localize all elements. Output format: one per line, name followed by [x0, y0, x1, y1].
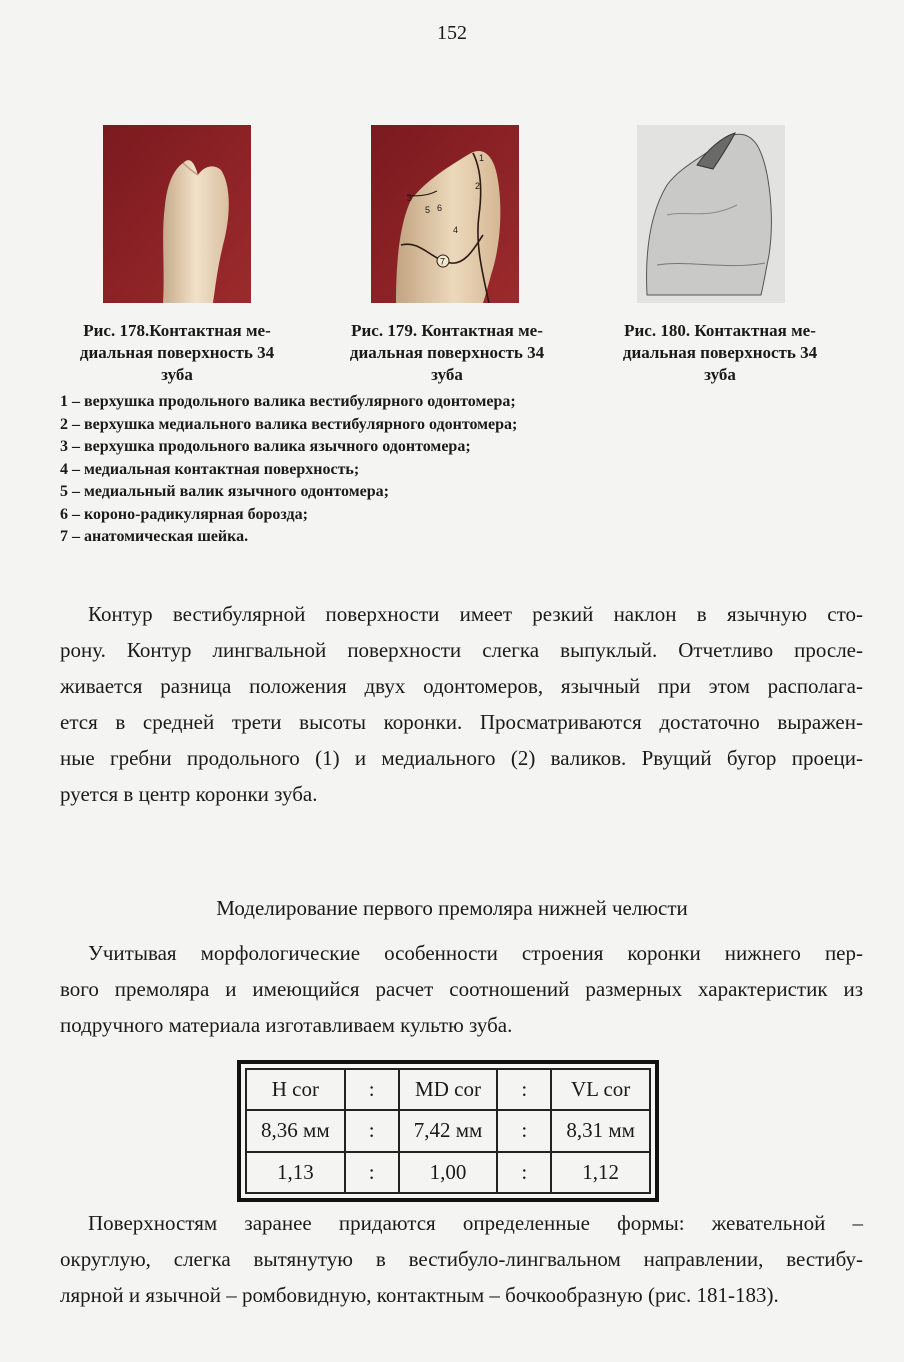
- text-line: лярной и язычной – ромбовидную, контактным – бочкообразную (рис. 181-183).: [60, 1283, 779, 1307]
- table-cell: 7,42 мм: [399, 1110, 498, 1151]
- legend-item: 7 – анатомическая шейка.: [60, 528, 249, 545]
- table-cell: 1,12: [551, 1152, 650, 1193]
- table-cell: 1,13: [246, 1152, 345, 1193]
- table-cell: :: [497, 1110, 551, 1151]
- marker-1: 1: [479, 153, 485, 163]
- table-cell: 8,31 мм: [551, 1110, 650, 1151]
- text-line: Контур вестибулярной поверхности имеет резкий наклон в язычную сто-: [88, 602, 863, 626]
- paragraph-modeling: [60, 935, 863, 1043]
- text-line: вого премоляра и имеющийся расчет соотношений размерных характеристик из: [60, 977, 863, 1001]
- table-cell: :: [497, 1069, 551, 1110]
- caption-line: Рис. 180. Контактная ме-: [624, 321, 816, 340]
- text-line: Учитывая морфологические особенности строения коронки нижнего пер-: [88, 941, 863, 965]
- table-row: [246, 1110, 650, 1151]
- caption-line: диальная поверхность 34: [349, 343, 545, 362]
- table-cell: 8,36 мм: [246, 1110, 345, 1151]
- text-line: руется в центр коронки зуба.: [60, 782, 318, 806]
- legend-item: 5 – медиальный валик язычного одонтомера;: [60, 483, 389, 500]
- marker-4: 4: [453, 225, 459, 235]
- figure-179-photo: [371, 125, 519, 303]
- caption-line: Рис. 179. Контактная ме-: [351, 321, 543, 340]
- table-row: [246, 1152, 650, 1193]
- table-row: [246, 1069, 650, 1110]
- caption-line: зуба: [704, 365, 736, 384]
- caption-line: Рис. 178.Контактная ме-: [83, 321, 271, 340]
- marker-5: 5: [425, 205, 431, 215]
- dimensions-table: [237, 1060, 659, 1202]
- legend-item: 1 – верхушка продольного валика вестибулярного одонтомера;: [60, 393, 516, 410]
- figure-179-caption: [318, 320, 576, 386]
- marker-3: 3: [407, 193, 413, 203]
- section-title: Моделирование первого премоляра нижней челюсти: [216, 896, 688, 920]
- legend-item: 3 – верхушка продольного валика язычного одонтомера;: [60, 438, 471, 455]
- figure-180-photo: [637, 125, 785, 303]
- figure-legend: [60, 391, 517, 549]
- table-cell: :: [345, 1110, 399, 1151]
- table-cell: MD cor: [399, 1069, 498, 1110]
- text-line: живается разница положения двух одонтомеров, язычный при этом располага-: [60, 674, 863, 698]
- text-line: ные гребни продольного (1) и медиального (2) валиков. Рвущий бугор проеци-: [60, 746, 863, 770]
- text-line: рону. Контур лингвальной поверхности слегка выпуклый. Отчетливо просле-: [60, 638, 863, 662]
- table-cell: :: [497, 1152, 551, 1193]
- paragraph-contour: [60, 596, 863, 812]
- caption-line: зуба: [431, 365, 463, 384]
- table-cell: :: [345, 1069, 399, 1110]
- text-line: округлую, слегка вытянутую в вестибуло-лингвальном направлении, вестибу-: [60, 1247, 863, 1271]
- legend-item: 6 – короно-радикулярная борозда;: [60, 505, 308, 523]
- text-line: ется в средней трети высоты коронки. Просматриваются достаточно выражен-: [60, 710, 863, 734]
- table-cell: 1,00: [399, 1152, 498, 1193]
- table-cell: H cor: [246, 1069, 345, 1110]
- marker-2: 2: [475, 181, 481, 191]
- page-number: 152: [437, 22, 467, 44]
- caption-line: зуба: [161, 365, 193, 384]
- caption-line: диальная поверхность 34: [622, 343, 818, 362]
- caption-line: диальная поверхность 34: [79, 343, 275, 362]
- marker-6: 6: [437, 203, 443, 213]
- legend-item: 4 – медиальная контактная поверхность;: [60, 460, 360, 478]
- table-cell: :: [345, 1152, 399, 1193]
- table-cell: VL cor: [551, 1069, 650, 1110]
- figure-178-photo: [103, 125, 251, 303]
- figure-180-caption: [592, 320, 848, 386]
- paragraph-surfaces: [60, 1205, 863, 1313]
- text-line: подручного материала изготавливаем культю зуба.: [60, 1013, 513, 1037]
- legend-item: 2 – верхушка медиального валика вестибулярного одонтомера;: [60, 415, 518, 433]
- figure-178-caption: [52, 320, 302, 386]
- text-line: Поверхностям заранее придаются определенные формы: жевательной –: [88, 1211, 863, 1235]
- marker-7: 7: [440, 256, 446, 267]
